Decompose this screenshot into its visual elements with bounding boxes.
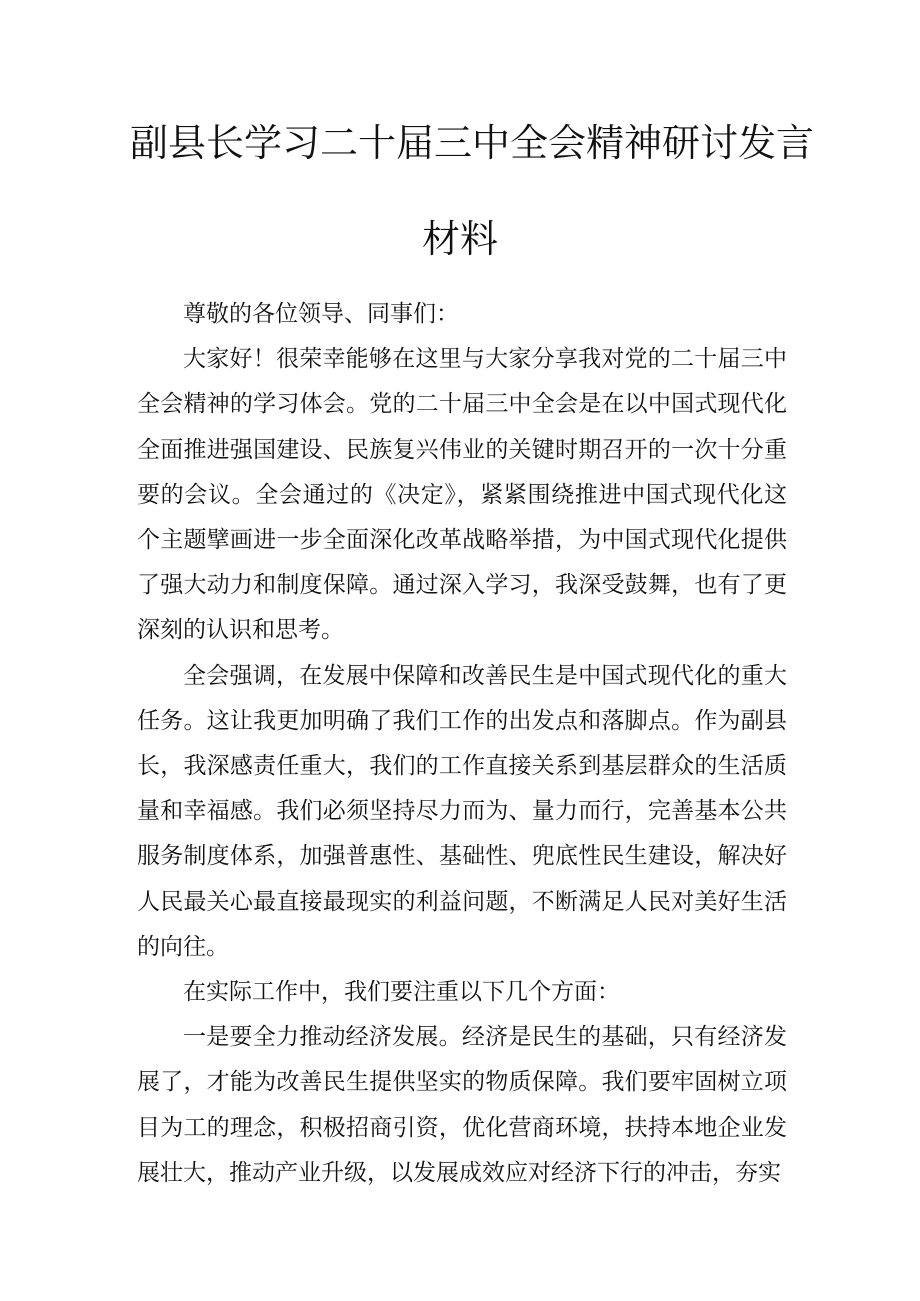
document-title-line-1: 副县长学习二十届三中全会精神研讨发言 <box>130 121 815 165</box>
body-paragraph-2: 全会强调，在发展中保障和改善民生是中国式现代化的重大任务。这让我更加明确了我们工作的出发点和落脚点。作为副县长，我深感责任重大，我们的工作直接关系到基层群众的生活质量和幸福感。我们必须坚持尽力而为、量力而行，完善基本公共服务制度体系，加强普惠性、基础性、兜底性民生建设，解决好人民最关心最直接最现实的利益问题，不断满足人民对美好生活的向往。 <box>137 662 787 960</box>
body-paragraph-3: 在实际工作中，我们要注重以下几个方面： <box>183 979 620 1006</box>
body-paragraph-4: 一是要全力推动经济发展。经济是民生的基础，只有经济发展了，才能为改善民生提供坚实的物质保障。我们要牢固树立项目为工的理念，积极招商引资，优化营商环境，扶持本地企业发展壮大，推动产业升级，以发展成效应对经济下行的冲击，夯实 <box>137 1024 787 1186</box>
body-paragraph-1: 大家好！很荣幸能够在这里与大家分享我对党的二十届三中全会精神的学习体会。党的二十届三中全会是在以中国式现代化全面推进强国建设、民族复兴伟业的关键时期召开的一次十分重要的会议。全会通过的《决定》，紧紧围绕推进中国式现代化这个主题擘画进一步全面深化改革战略举措，为中国式现代化提供了强大动力和制度保障。通过深入学习，我深受鼓舞，也有了更深刻的认识和思考。 <box>137 346 787 644</box>
document-title-line-2: 材料 <box>421 217 498 261</box>
salutation-paragraph: 尊敬的各位领导、同事们： <box>183 301 459 327</box>
document-body <box>137 292 787 1196</box>
